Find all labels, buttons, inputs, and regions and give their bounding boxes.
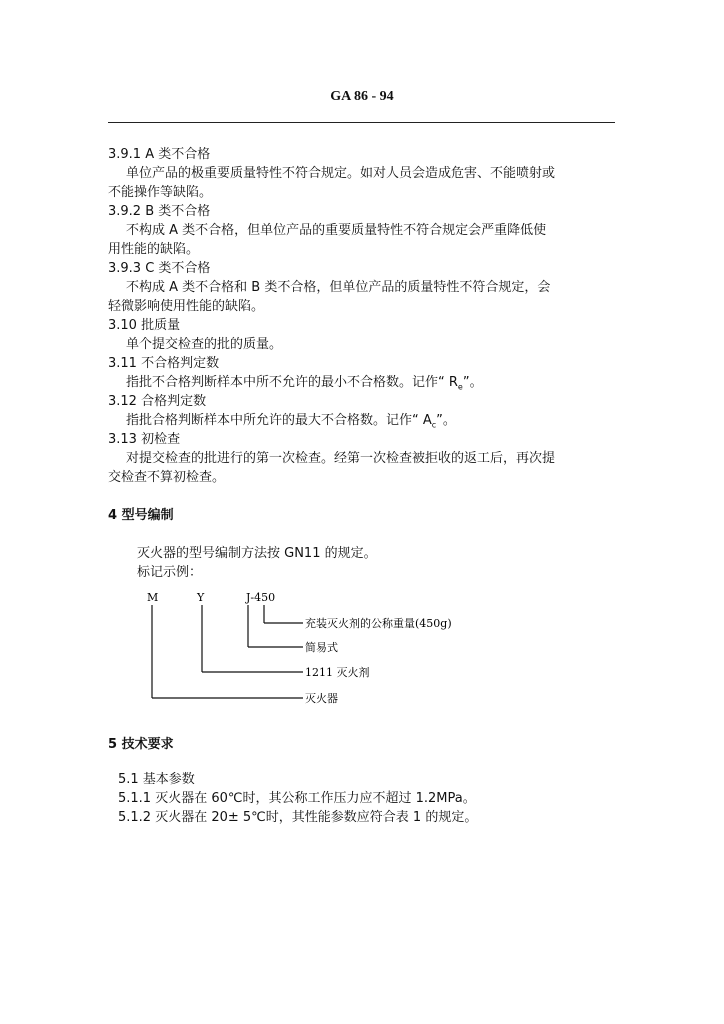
clause-3-9-1-title: 3.9.1 A 类不合格 xyxy=(108,147,211,162)
clause-3-9-2-body-1: 不构成 A 类不合格，但单位产品的重要质量特性不符合规定会严重降低使 xyxy=(126,223,547,238)
clause-3-13-body-2: 交检查不算初检查。 xyxy=(108,470,226,485)
code-m: M xyxy=(147,591,159,604)
section-4-body-2: 标记示例： xyxy=(137,565,203,580)
clause-3-11-body-post: ”。 xyxy=(462,375,483,390)
section-4-body-1: 灭火器的型号编制方法按 GN11 的规定。 xyxy=(137,546,377,561)
clause-3-9-3-title: 3.9.3 C 类不合格 xyxy=(108,261,211,276)
clause-5-1: 5.1 基本参数 xyxy=(118,772,195,787)
clause-3-12-body-pre: 指批合格判断样本中所允许的最大不合格数。记作“ A xyxy=(126,413,432,428)
section-4-heading: 4 型号编制 xyxy=(108,508,174,523)
page-header: GA 86 - 94 xyxy=(330,89,394,104)
label-agent: 1211 灭火剂 xyxy=(305,666,370,679)
clause-3-9-1-body-2: 不能操作等缺陷。 xyxy=(108,185,213,200)
clause-3-12-title: 3.12 合格判定数 xyxy=(108,394,207,409)
clause-3-13-body-1: 对提交检查的批进行的第一次检查。经第一次检查被拒收的返工后，再次提 xyxy=(126,451,556,466)
clause-3-10-body: 单个提交检查的批的质量。 xyxy=(126,337,283,352)
clause-3-13-title: 3.13 初检查 xyxy=(108,432,181,447)
clause-5-1-2: 5.1.2 灭火器在 20± 5℃时，其性能参数应符合表 1 的规定。 xyxy=(118,810,478,825)
clause-3-9-3-body-2: 轻微影响使用性能的缺陷。 xyxy=(108,299,265,314)
clause-3-12-body-post: ”。 xyxy=(436,413,456,428)
code-j: J-450 xyxy=(246,591,276,604)
clause-3-9-2-body-2: 用性能的缺陷。 xyxy=(108,242,200,257)
clause-3-11-subscript: e xyxy=(457,382,463,392)
section-5-heading: 5 技术要求 xyxy=(108,737,174,752)
clause-3-9-2-title: 3.9.2 B 类不合格 xyxy=(108,204,211,219)
clause-3-9-3-body-1: 不构成 A 类不合格和 B 类不合格，但单位产品的质量特性不符合规定，会 xyxy=(126,280,551,295)
clause-3-11-title: 3.11 不合格判定数 xyxy=(108,356,220,371)
clause-3-9-1-body-1: 单位产品的极重要质量特性不符合规定。如对人员会造成危害、不能喷射或 xyxy=(126,166,556,181)
label-extinguisher: 灭火器 xyxy=(305,692,338,705)
clause-3-10-title: 3.10 批质量 xyxy=(108,318,181,333)
clause-3-12-subscript: c xyxy=(431,420,437,430)
clause-3-11-body-pre: 指批不合格判断样本中所不允许的最小不合格数。记作“ R xyxy=(126,375,458,390)
code-y: Y xyxy=(197,591,205,604)
clause-5-1-1: 5.1.1 灭火器在 60℃时，其公称工作压力应不超过 1.2MPa。 xyxy=(118,791,476,806)
label-weight: 充装灭火剂的公称重量(450g) xyxy=(305,617,452,630)
label-simple: 简易式 xyxy=(305,641,338,654)
